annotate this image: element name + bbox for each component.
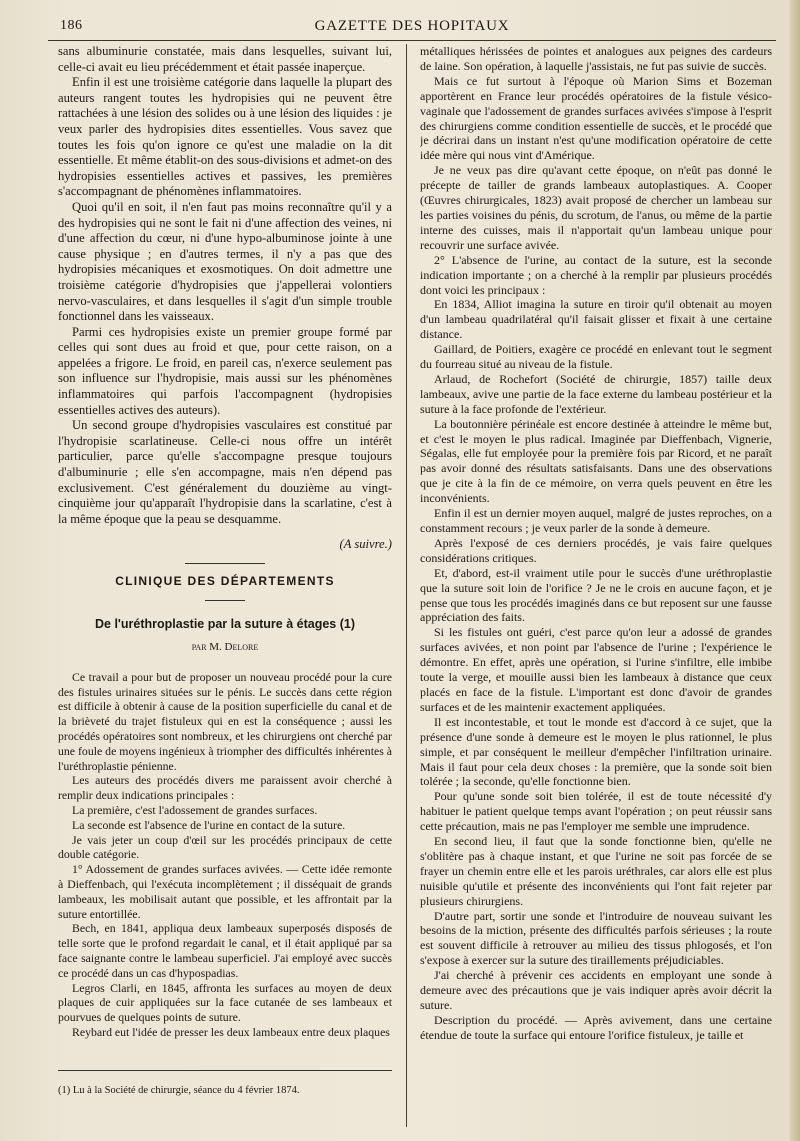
left-column <box>58 44 392 1127</box>
footnote: (1) Lu à la Société de chirurgie, séance du 4 février 1874. <box>58 1070 392 1099</box>
paragraph: Il est incontestable, et tout le monde est d'accord à ce sujet, que la présence d'une sonde à demeure est le moyen le plus rationnel, le plus simple, et par conséquent le meilleur d'empêcher l'infiltration urinaire. Mais il faut pour cela deux choses : la première, que la sonde soit bien tolérée ; la seconde, qu'elle fonctionne bien. <box>420 714 772 789</box>
paragraph: Pour qu'une sonde soit bien tolérée, il est de toute nécessité d'y habituer le patient quelque temps avant l'opération ; on peut réussir sans cette précaution, mais ne pas l'employer me semble une imprudence. <box>420 789 772 834</box>
paragraph: En second lieu, il faut que la sonde fonctionne bien, qu'elle ne s'oblitère pas à chaque instant, et que l'urine ne soit pas forcée de se frayer un chemin entre elle et les parois uréthrales, car alors elle est plus nuisible qu'utile et présente des inconvénients qui l'ont fait rejeter par plusieurs chirurgiens. <box>420 834 772 908</box>
paragraph: Enfin il est un dernier moyen auquel, malgré de justes reproches, on a constamment recours ; je veux parler de la sonde à demeure. <box>420 506 772 535</box>
page-header <box>48 18 776 41</box>
paragraph: Quoi qu'il en soit, il n'en faut pas moins reconnaître qu'il y a des hydropisies qui ne sont le fait ni d'une affection des veines, ni d'une affection du cœur, ni d'une hypo-albuminose jointe à une cause physique ; en d'autres termes, il n'y a pas que des hydropisies mécaniques et exosmotiques. On doit admettre une troisième catégorie d'hydropisies que j'appellerai volontiers nervo-vasculaires, et dans lesquelles il s'agit d'un simple trouble fonctionnel dans les vaisseaux. <box>58 199 392 324</box>
paragraph: Parmi ces hydropisies existe un premier groupe formé par celles qui sont dues au froid et que, pour cette raison, on a appelées a frigore. Le froid, en pareil cas, n'exerce seulement pas son influence sur l'hydropisie, mais aussi sur les phénomènes inflammatoires qui parfois l'accompagnent (hydropisies essentielles actives des auteurs). <box>58 324 392 417</box>
paragraph: Mais ce fut surtout à l'époque où Marion Sims et Bozeman apportèrent en France leur procédés opératoires de la fistule vésico-vaginale que l'adossement de grandes surfaces avivées s'impose à l'esprit des chirurgiens comme condition essentielle de succès, et le procédé que je décrirai dans un instant n'est qu'une modification opératoire de cette idée mère qui nous vint d'Amérique. <box>420 73 772 163</box>
paragraph: Enfin il est une troisième catégorie dans laquelle la plupart des auteurs rangent toutes les hydropisies qui ne peuvent être rattachées à une lésion des solides ou à une lésion des liquides : je veux parler des hydropisies dites essentielles. Vous savez que toutes les fois qu'on ignore ce qu'est une maladie on la dit essentielle. Et même établit-on des sous-divisions et admet-on des hydropisies essentielles actives et passives, les premières s'accompagnant de phénomènes inflammatoires. <box>58 75 392 199</box>
page-number: 186 <box>60 18 83 33</box>
paragraph: Legros Clarli, en 1845, affronta les surfaces au moyen de deux plaques de cuir appliquées sur la face cutanée de ses lambeaux et pourvues de quelques points de suture. <box>58 980 392 1025</box>
publication-title: GAZETTE DES HOPITAUX <box>314 18 510 34</box>
paragraph: Bech, en 1841, appliqua deux lambeaux superposés disposés de telle sorte que le profond regardait le canal, et il était appliqué par sa face saignante contre le lambeau superficiel. J'ai employé avec succès ce procédé dans un cas d'hypospadias. <box>58 921 392 980</box>
paragraph: 2° L'absence de l'urine, au contact de la suture, est la seconde indication importante ; on a cherché à la remplir par plusieurs procédés dont voici les principaux : <box>420 252 772 297</box>
paragraph: Un second groupe d'hydropisies vasculaires est constitué par l'hydropisie scarlatineuse. Celle-ci nous offre un intérêt particulier, parce qu'elle s'accompagne presque toujours d'albuminurie ; elle s'en accompagne, mais n'en dépend pas exclusivement. C'est généralement du douzième au vingt-cinquième jour qu'apparaît l'hydropisie dans la scarlatine, c'est à la même époque que la peau se desquamme. <box>58 418 392 526</box>
paragraph: En 1834, Alliot imagina la suture en tiroir qu'il obtenait au moyen d'un lambeau quadrilatéral qu'il faisait glisser et fixait à une certaine distance. <box>420 297 772 342</box>
paragraph: La boutonnière périnéale est encore destinée à atteindre le même but, et c'est le moyen le plus radical. Imaginée par Dieffenbach, Vignerie, Ségalas, elle fut employée pour la première fois par Ricord, et ne paraît pas avoir donné des résultats satisfaisants. Dans une des observations que je cite à la fin de ce mémoire, on verra quels peuvent en être les inconvénients. <box>420 416 772 506</box>
section-title: CLINIQUE DES DÉPARTEMENTS <box>115 574 335 588</box>
paragraph: J'ai cherché à prévenir ces accidents en employant une sonde à demeure avec des précautions que je vais indiquer après avoir décrit la suture. <box>420 968 772 1012</box>
paragraph: La seconde est l'absence de l'urine en contact de la suture. <box>72 817 346 832</box>
paragraph: La première, c'est l'adossement de grandes surfaces. <box>72 802 318 817</box>
article-title: De l'uréthroplastie par la suture à étages (1) <box>95 616 355 631</box>
separator-rule <box>185 563 265 564</box>
paragraph: Je ne veux pas dire qu'avant cette époque, on n'eût pas donné le précepte de tailler de grands lambeaux autoplastiques. A. Cooper (Œuvres chirurgicales, 1823) avait proposé de chercher un lambeau sur les parties voisines du pénis, du scrotum, de l'anus, ou même de la partie interne des cuisses, mais il n'apportait qu'un lambeau unique pour recouvrir une surface avivée. <box>420 163 772 252</box>
paragraph: Et, d'abord, est-il vraiment utile pour le succès d'une uréthroplastie que la suture soit loin de l'orifice ? Je ne le crois en aucune façon, et je pense que tous les procédés imaginés dans ce but reposent sur une fausse appréciation des faits. <box>420 565 772 625</box>
paragraph: Ce travail a pour but de proposer un nouveau procédé pour la cure des fistules urinaires situées sur le pénis. Le succès dans cette région est difficile à obtenir à cause de la position superficielle du canal et de la brièveté du trajet fistuleux qui en est la conséquence ; aussi les procédés opératoires sont nombreux, et les chirurgiens ont cherché par une foule de moyens ingénieux à triompher des difficultés inhérentes à l'uréthroplastie pénienne. <box>58 669 392 773</box>
paragraph: Description du procédé. — Après avivement, dans une certaine étendue de toute la surface qui entoure l'orifice fistuleux, je taille et <box>420 1012 772 1042</box>
paragraph: Gaillard, de Poitiers, exagère ce procédé en enlevant tout le segment du fourreau situé au niveau de la fistule. <box>420 342 772 372</box>
paragraph: Arlaud, de Rochefort (Société de chirurgie, 1857) taille deux lambeaux, avive une partie de la face externe du lambeau postérieur et la suture à la face profonde de l'extérieur. <box>420 371 772 416</box>
paragraph: Après l'exposé de ces derniers procédés, je vais faire quelques considérations critiques. <box>420 535 772 565</box>
paragraph: Si les fistules ont guéri, c'est parce qu'on leur a adossé de grandes surfaces avivées, et non point par l'absence de l'urine ; l'expérience le démontre. En effet, après une opération, si l'urine s'infiltre, elle imbibe toute la verge, et mouille aussi bien les lambeaux à distance que ceux placés en face de la fistule. L'important est donc d'avoir de grandes surfaces et de les maintenir exactement appliquées. <box>420 625 772 714</box>
paragraph: D'autre part, sortir une sonde et l'introduire de nouveau suivant les besoins de la miction, présente des difficultés parfois sérieuses ; la route est souvent difficile à retrouver au milieu des tissus phlogosés, et l'on s'expose à exercer sur la suture des tiraillements préjudiciables. <box>420 908 772 968</box>
paragraph: 1° Adossement de grandes surfaces avivées. — Cette idée remonte à Dieffenbach, qui l'exécuta incomplètement ; il disséquait de grands lambeaux, les mobilisait autant que possible, et les affrontait par la suture entortillée. <box>58 862 392 921</box>
continuation-note: (A suivre.) <box>339 537 392 552</box>
byline: par M. Delore <box>191 641 259 654</box>
column-divider <box>406 44 407 1127</box>
paragraph: Je vais jeter un coup d'œil sur les procédés principaux de cette double catégorie. <box>58 832 392 862</box>
separator-rule <box>205 600 245 601</box>
page-edge <box>790 0 800 1141</box>
paragraph: Les auteurs des procédés divers me paraissent avoir cherché à remplir deux indications principales : <box>58 773 392 803</box>
article-body <box>58 670 392 1040</box>
paragraph: métalliques hérissées de pointes et analogues aux peignes des cardeurs de laine. Son opération, à laquelle j'assistais, ne fut pas suivie de succès. <box>420 44 772 73</box>
right-column <box>420 44 772 1127</box>
paragraph: Reybard eut l'idée de presser les deux lambeaux entre deux plaques <box>72 1024 390 1039</box>
paragraph: sans albuminurie constatée, mais dans lesquelles, suivant lui, celle-ci avait eu lieu précédemment et était passée inaperçue. <box>58 44 392 74</box>
